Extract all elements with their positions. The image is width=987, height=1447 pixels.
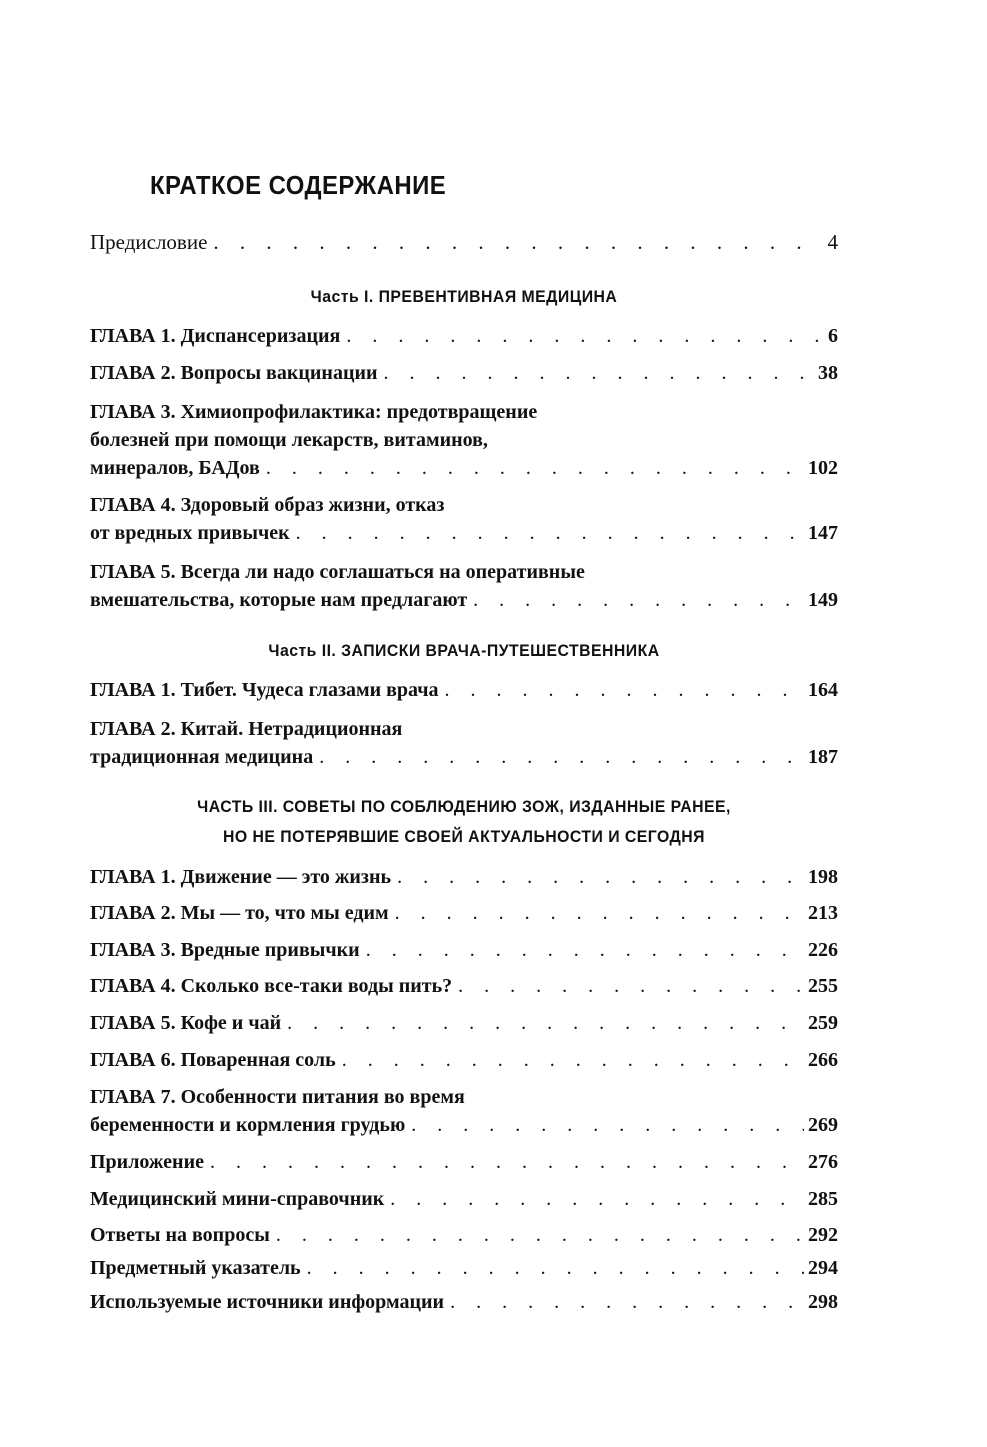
entry-label-line: ГЛАВА 5. Всегда ли надо соглашаться на оперативные [90,561,585,583]
dot-leader [366,936,804,964]
dot-leader [213,228,823,256]
dot-leader [397,863,804,891]
toc-entry[interactable] [90,558,838,614]
entry-label: Ответы на вопросы [90,1224,270,1246]
entry-label: минералов, БАДов [90,457,260,479]
part-heading-line: Часть II. ЗАПИСКИ ВРАЧА-ПУТЕШЕСТВЕННИКА [268,641,660,660]
dot-leader [445,676,804,704]
entry-label: от вредных привычек [90,522,290,544]
part-heading-line: НО НЕ ПОТЕРЯВШИЕ СВОЕЙ АКТУАЛЬНОСТИ И СЕГОДНЯ [222,827,706,846]
page-title: КРАТКОЕ СОДЕРЖАНИЕ [150,170,447,200]
entry-page: 298 [808,1291,838,1313]
toc-entry[interactable] [90,863,838,891]
entry-page: 6 [828,325,838,347]
entry-label: традиционная медицина [90,746,314,768]
part-heading [88,792,839,852]
entry-page: 213 [808,902,838,924]
part-heading-line: Часть I. ПРЕВЕНТИВНАЯ МЕДИЦИНА [310,287,618,306]
toc-entry-appendix[interactable] [90,1288,838,1316]
entry-page: 187 [808,746,838,768]
entry-label: ГЛАВА 1. Движение — это жизнь [90,866,392,888]
entry-label: ГЛАВА 1. Тибет. Чудеса глазами врача [90,679,439,701]
dot-leader [296,519,804,547]
entry-label-line: ГЛАВА 3. Химиопрофилактика: предотвращение [90,401,538,423]
entry-label: ГЛАВА 2. Вопросы вакцинации [90,362,378,384]
entry-label: ГЛАВА 4. Сколько все-таки воды пить? [90,975,453,997]
dot-leader [210,1148,804,1176]
entry-page: 259 [808,1012,838,1034]
toc-entry-appendix[interactable] [90,1148,838,1176]
dot-leader [287,1009,804,1037]
toc-entry[interactable] [90,1009,838,1037]
entry-label-line: болезней при помощи лекарств, витаминов, [90,429,488,451]
toc-entry-preface[interactable] [90,228,838,256]
entry-page: 102 [808,457,838,479]
entry-page: 164 [808,679,838,701]
dot-leader [266,454,804,482]
toc-entry[interactable] [90,398,838,482]
entry-label: ГЛАВА 5. Кофе и чай [90,1012,282,1034]
dot-leader [276,1221,804,1249]
dot-leader [346,322,824,350]
toc-entry[interactable] [90,936,838,964]
dot-leader [307,1254,804,1282]
entry-page: 147 [808,522,838,544]
dot-leader [450,1288,804,1316]
dot-leader [390,1185,804,1213]
dot-leader [473,586,804,614]
entry-label: вмешательства, которые нам предлагают [90,589,468,611]
dot-leader [458,972,804,1000]
dot-leader [411,1111,804,1139]
entry-label-line: ГЛАВА 2. Китай. Нетрадиционная [90,718,403,740]
entry-label: ГЛАВА 6. Поваренная соль [90,1049,336,1071]
toc-entry[interactable] [90,715,838,771]
entry-label-line: ГЛАВА 4. Здоровый образ жизни, отказ [90,494,445,516]
dot-leader [342,1046,804,1074]
dot-leader [395,899,804,927]
entry-label: Приложение [90,1151,204,1173]
part-heading-line: ЧАСТЬ III. СОВЕТЫ ПО СОБЛЮДЕНИЮ ЗОЖ, ИЗДАННЫЕ РАНЕЕ, [197,797,731,816]
dot-leader [384,359,814,387]
entry-label-line: ГЛАВА 7. Особенности питания во время [90,1086,465,1108]
entry-label: Предисловие [90,230,208,254]
entry-label: Используемые источники информации [90,1291,445,1313]
part-heading [88,636,839,666]
entry-page: 226 [808,939,838,961]
entry-page: 149 [808,589,838,611]
toc-entry[interactable] [90,359,838,387]
toc-entry-appendix[interactable] [90,1254,838,1282]
toc-entry[interactable] [90,1046,838,1074]
entry-page: 292 [808,1224,838,1246]
part-heading [88,282,839,312]
toc-entry-appendix[interactable] [90,1185,838,1213]
entry-label: ГЛАВА 2. Мы — то, что мы едим [90,902,389,924]
entry-label: ГЛАВА 1. Диспансеризация [90,325,341,347]
toc-entry-appendix[interactable] [90,1221,838,1249]
entry-page: 269 [808,1114,838,1136]
entry-page: 4 [827,230,838,254]
dot-leader [319,743,804,771]
entry-page: 255 [808,975,838,997]
toc-entry[interactable] [90,899,838,927]
toc-entry[interactable] [90,322,838,350]
entry-label: беременности и кормления грудью [90,1114,406,1136]
entry-page: 266 [808,1049,838,1071]
entry-page: 285 [808,1188,838,1210]
toc-entry[interactable] [90,972,838,1000]
toc-entry[interactable] [90,676,838,704]
entry-page: 198 [808,866,838,888]
entry-page: 38 [818,362,838,384]
entry-page: 294 [808,1257,838,1279]
entry-label: ГЛАВА 3. Вредные привычки [90,939,360,961]
entry-page: 276 [808,1151,838,1173]
entry-label: Медицинский мини-справочник [90,1188,385,1210]
toc-entry[interactable] [90,491,838,547]
entry-label: Предметный указатель [90,1257,301,1279]
toc-entry[interactable] [90,1083,838,1139]
